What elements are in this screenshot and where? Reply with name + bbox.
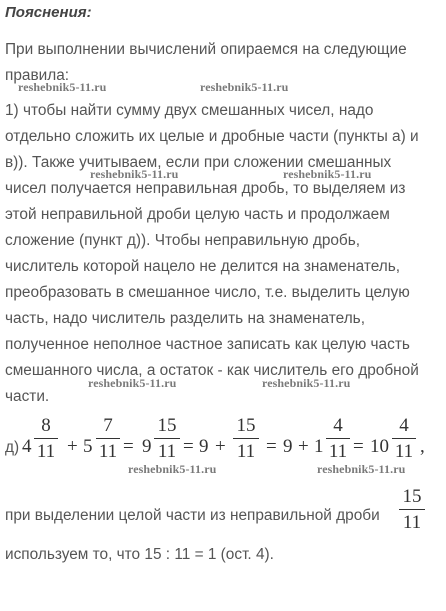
watermark: reshebnik5-11.ru [317,462,406,476]
rule-line-4: чисел получается неправильная дробь, то выделяем из [5,180,406,197]
fraction [96,416,120,461]
footer-line: используем то, что 15 : 11 = 1 (ост. 4). [5,546,274,563]
watermark: reshebnik5-11.ru [18,80,107,94]
operator: + [67,436,78,457]
rule-line-8: преобразовать в смешанное число, т.е. выделить целую [5,284,410,301]
rule-line-10: полученное неполное частное записать как целую часть [5,336,410,353]
fraction-bar [154,438,180,439]
fraction-bar [233,438,259,439]
fraction [233,416,259,461]
whole-number: 5 [83,436,93,457]
whole-number: 9 [283,436,293,457]
numerator: 8 [41,415,51,436]
intro-line-1: При выполнении вычислений опираемся на следующие [5,41,407,58]
operator: + [215,436,226,457]
denominator: 11 [36,441,56,463]
operator: = [123,436,134,457]
rule-line-3: в)). Также учитываем, если при сложении смешанных [5,154,392,171]
whole-number: 1 [314,436,324,457]
intro-line-2: правила: [5,67,70,84]
numerator: 4 [333,415,343,436]
watermark: reshebnik5-11.ru [262,376,351,390]
denominator: 11 [394,441,414,463]
operator: + [298,436,309,457]
fraction-bar [96,438,120,439]
operator: = [266,436,277,457]
fraction [392,416,416,461]
operator: = [183,436,194,457]
numerator: 4 [399,415,409,436]
rule-line-9: часть, надо числитель разделить на знаменатель, [5,310,365,327]
denominator: 11 [328,441,348,463]
operator: = [353,436,364,457]
rule-line-6: сложение (пункт д)). Чтобы неправильную дробь, [5,232,361,249]
note-text: при выделении целой части из неправильной дроби [5,507,380,524]
rule-line-2: отдельно сложить их целые и дробные части (пункты а) и [5,128,419,145]
rule-line-7: числитель которой нацело не делится на знаменатель, [5,258,401,275]
numerator: 15 [402,486,422,507]
whole-number: 9 [142,436,152,457]
numerator: 15 [157,415,177,436]
fraction [399,487,425,532]
denominator: 11 [236,441,256,463]
fraction-bar [34,438,58,439]
watermark: reshebnik5-11.ru [128,462,217,476]
fraction-bar [392,438,416,439]
rule-line-1: 1) чтобы найти сумму двух смешанных чисел, надо [5,102,374,119]
watermark: reshebnik5-11.ru [90,167,179,181]
watermark: reshebnik5-11.ru [88,376,177,390]
rule-line-5: этой неправильной дроби целую часть и продолжаем [5,206,390,223]
watermark: reshebnik5-11.ru [200,80,289,94]
denominator: 11 [402,512,422,534]
numerator: 15 [236,415,256,436]
heading: Пояснения: [5,4,92,21]
fraction [34,416,58,461]
rule-line-11: смешанного числа, а остаток - как числитель его дробной [5,362,419,379]
denominator: 11 [98,441,118,463]
equation-label: д) [5,439,20,456]
fraction [326,416,350,461]
numerator: 7 [103,415,113,436]
fraction-bar [326,438,350,439]
fraction [154,416,180,461]
watermark: reshebnik5-11.ru [283,167,372,181]
trailing-comma: , [420,436,425,457]
rule-line-12: части. [5,388,50,405]
whole-number: 9 [199,436,209,457]
denominator: 11 [157,441,177,463]
whole-number: 4 [22,436,32,457]
whole-number: 10 [370,436,389,457]
fraction-bar [399,509,425,510]
